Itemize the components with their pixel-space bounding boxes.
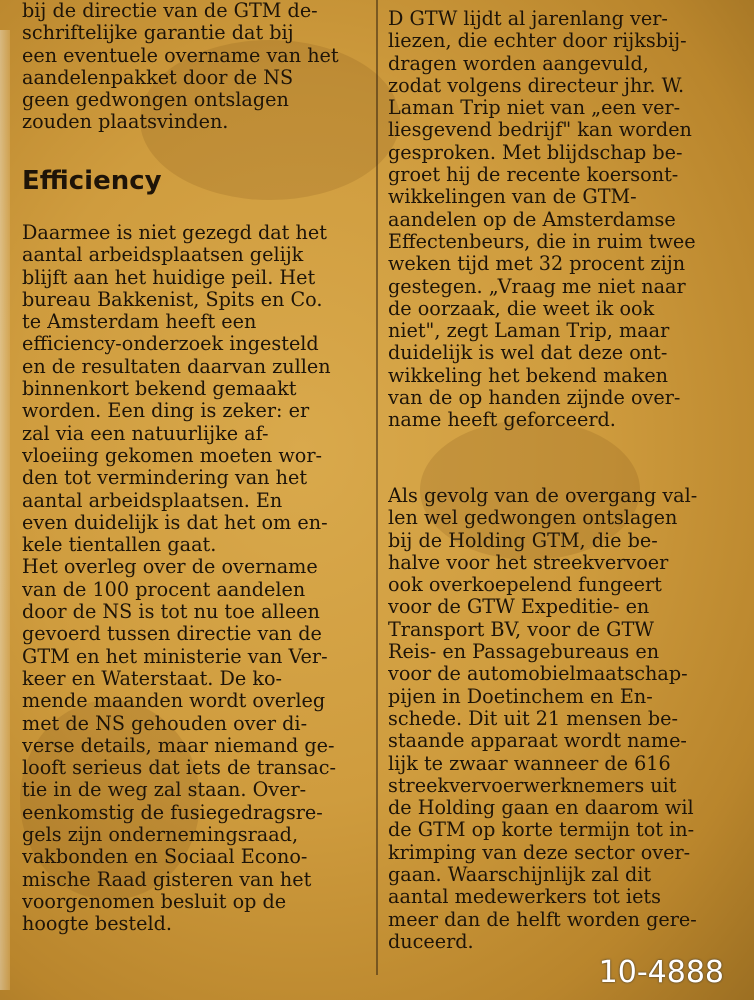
text-line: van de 100 procent aandelen: [22, 578, 306, 601]
text-line: binnenkort bekend gemaakt: [22, 378, 297, 401]
text-line: te Amsterdam heeft een: [22, 311, 257, 334]
paper-edge: [0, 30, 10, 990]
text-line: aantal arbeidsplaatsen gelijk: [22, 244, 304, 267]
left-body-column: [22, 222, 368, 936]
text-line: de GTM op korte termijn tot in-: [388, 819, 695, 842]
text-line: zouden plaatsvinden.: [22, 111, 229, 134]
text-line: schriftelijke garantie dat bij: [22, 22, 294, 45]
text-line: eenkomstig de fusiegedragsre-: [22, 801, 323, 824]
text-line: even duidelijk is dat het om en-: [22, 511, 328, 534]
text-line: gaan. Waarschijnlijk zal dit: [388, 864, 652, 887]
text-line: verse details, maar niemand ge-: [22, 734, 335, 757]
text-line: de Holding gaan en daarom wil: [388, 797, 694, 820]
text-line: de oorzaak, die weet ik ook: [388, 297, 655, 320]
text-line: geen gedwongen ontslagen: [22, 89, 289, 112]
text-line: Transport BV, voor de GTW: [388, 618, 655, 641]
text-line: name heeft geforceerd.: [388, 409, 616, 432]
text-line: hoogte besteld.: [22, 913, 172, 936]
text-line: kele tientallen gaat.: [22, 534, 217, 557]
text-line: liezen, die echter door rijksbij-: [388, 30, 687, 53]
text-line: bij de directie van de GTM de-: [22, 0, 318, 22]
column-divider: [376, 0, 378, 975]
text-line: wikkeling het bekend maken: [388, 364, 669, 387]
text-line: pijen in Doetinchem en En-: [388, 685, 653, 708]
text-line: wikkelingen van de GTM-: [388, 186, 637, 209]
text-line: van de op handen zijnde over-: [388, 387, 681, 410]
text-line: worden. Een ding is zeker: er: [22, 400, 310, 423]
text-line: gesproken. Met blijdschap be-: [388, 141, 683, 164]
text-line: liesgevend bedrijf" kan worden: [388, 119, 692, 142]
text-line: blijft aan het huidige peil. Het: [22, 266, 316, 289]
text-line: bureau Bakkenist, Spits en Co.: [22, 288, 323, 311]
text-line: Reis- en Passagebureaus en: [388, 641, 660, 664]
right-paragraph-1: [388, 8, 696, 432]
text-line: staande apparaat wordt name-: [388, 730, 687, 753]
text-line: den tot vermindering van het: [22, 467, 308, 490]
text-line: Effectenbeurs, die in ruim twee: [388, 230, 696, 253]
text-line: vloeiing gekomen moeten wor-: [22, 444, 322, 467]
text-line: zal via een natuurlijke af-: [22, 422, 269, 445]
text-line: gels zijn ondernemingsraad,: [22, 824, 299, 847]
text-line: gevoerd tussen directie van de: [22, 623, 322, 646]
text-line: tie in de weg zal staan. Over-: [22, 779, 307, 802]
text-line: voor de GTW Expeditie- en: [388, 596, 650, 619]
text-line: keer en Waterstaat. De ko-: [22, 667, 282, 690]
text-line: D GTW lijdt al jarenlang ver-: [388, 8, 668, 30]
text-line: aandelen op de Amsterdamse: [388, 208, 676, 231]
text-line: halve voor het streekvervoer: [388, 551, 669, 574]
text-line: vakbonden en Sociaal Econo-: [22, 846, 308, 869]
text-line: weken tijd met 32 procent zijn: [388, 253, 686, 276]
text-line: zodat volgens directeur jhr. W.: [388, 74, 685, 97]
text-line: aantal medewerkers tot iets: [388, 886, 661, 909]
left-body-paragraph: [22, 222, 368, 936]
text-line: met de NS gehouden over di-: [22, 712, 308, 735]
text-line: dragen worden aangevuld,: [388, 52, 649, 75]
text-line: groet hij de recente koersont-: [388, 164, 679, 187]
section-heading: Efficiency: [22, 166, 162, 196]
text-line: en de resultaten daarvan zullen: [22, 355, 331, 378]
text-line: Het overleg over de overname: [22, 556, 318, 579]
text-line: ook overkoepelend fungeert: [388, 574, 662, 597]
text-line: aantal arbeidsplaatsen. En: [22, 489, 283, 512]
text-line: lijk te zwaar wanneer de 616: [388, 752, 671, 775]
text-line: duceerd.: [388, 930, 474, 953]
text-line: door de NS is tot nu toe alleen: [22, 601, 320, 624]
text-line: len wel gedwongen ontslagen: [388, 507, 678, 530]
text-line: voor de automobielmaatschap-: [388, 663, 688, 686]
text-line: niet", zegt Laman Trip, maar: [388, 320, 670, 343]
text-line: duidelijk is wel dat deze ont-: [388, 342, 668, 365]
archive-number-label: 10-4888: [598, 955, 724, 990]
text-line: een eventuele overname van het: [22, 44, 339, 67]
text-line: mische Raad gisteren van het: [22, 868, 312, 891]
text-line: Laman Trip niet van „een ver-: [388, 97, 681, 120]
text-line: bij de Holding GTM, die be-: [388, 529, 658, 552]
text-line: aandelenpakket door de NS: [22, 66, 294, 89]
text-line: GTM en het ministerie van Ver-: [22, 645, 328, 668]
text-line: efficiency-onderzoek ingesteld: [22, 333, 319, 356]
text-line: voorgenomen besluit op de: [22, 890, 287, 913]
left-intro-paragraph: [22, 0, 339, 134]
text-line: gestegen. „Vraag me niet naar: [388, 275, 686, 298]
text-line: looft serieus dat iets de transac-: [22, 757, 336, 780]
text-line: schede. Dit uit 21 mensen be-: [388, 707, 678, 730]
text-line: meer dan de helft worden gere-: [388, 908, 697, 931]
text-line: streekvervoerwerknemers uit: [388, 774, 677, 797]
text-line: Als gevolg van de overgang val-: [388, 485, 698, 507]
text-line: Daarmee is niet gezegd dat het: [22, 222, 327, 244]
text-line: mende maanden wordt overleg: [22, 690, 326, 713]
text-line: krimping van deze sector over-: [388, 841, 691, 864]
right-paragraph-2: [388, 485, 697, 953]
